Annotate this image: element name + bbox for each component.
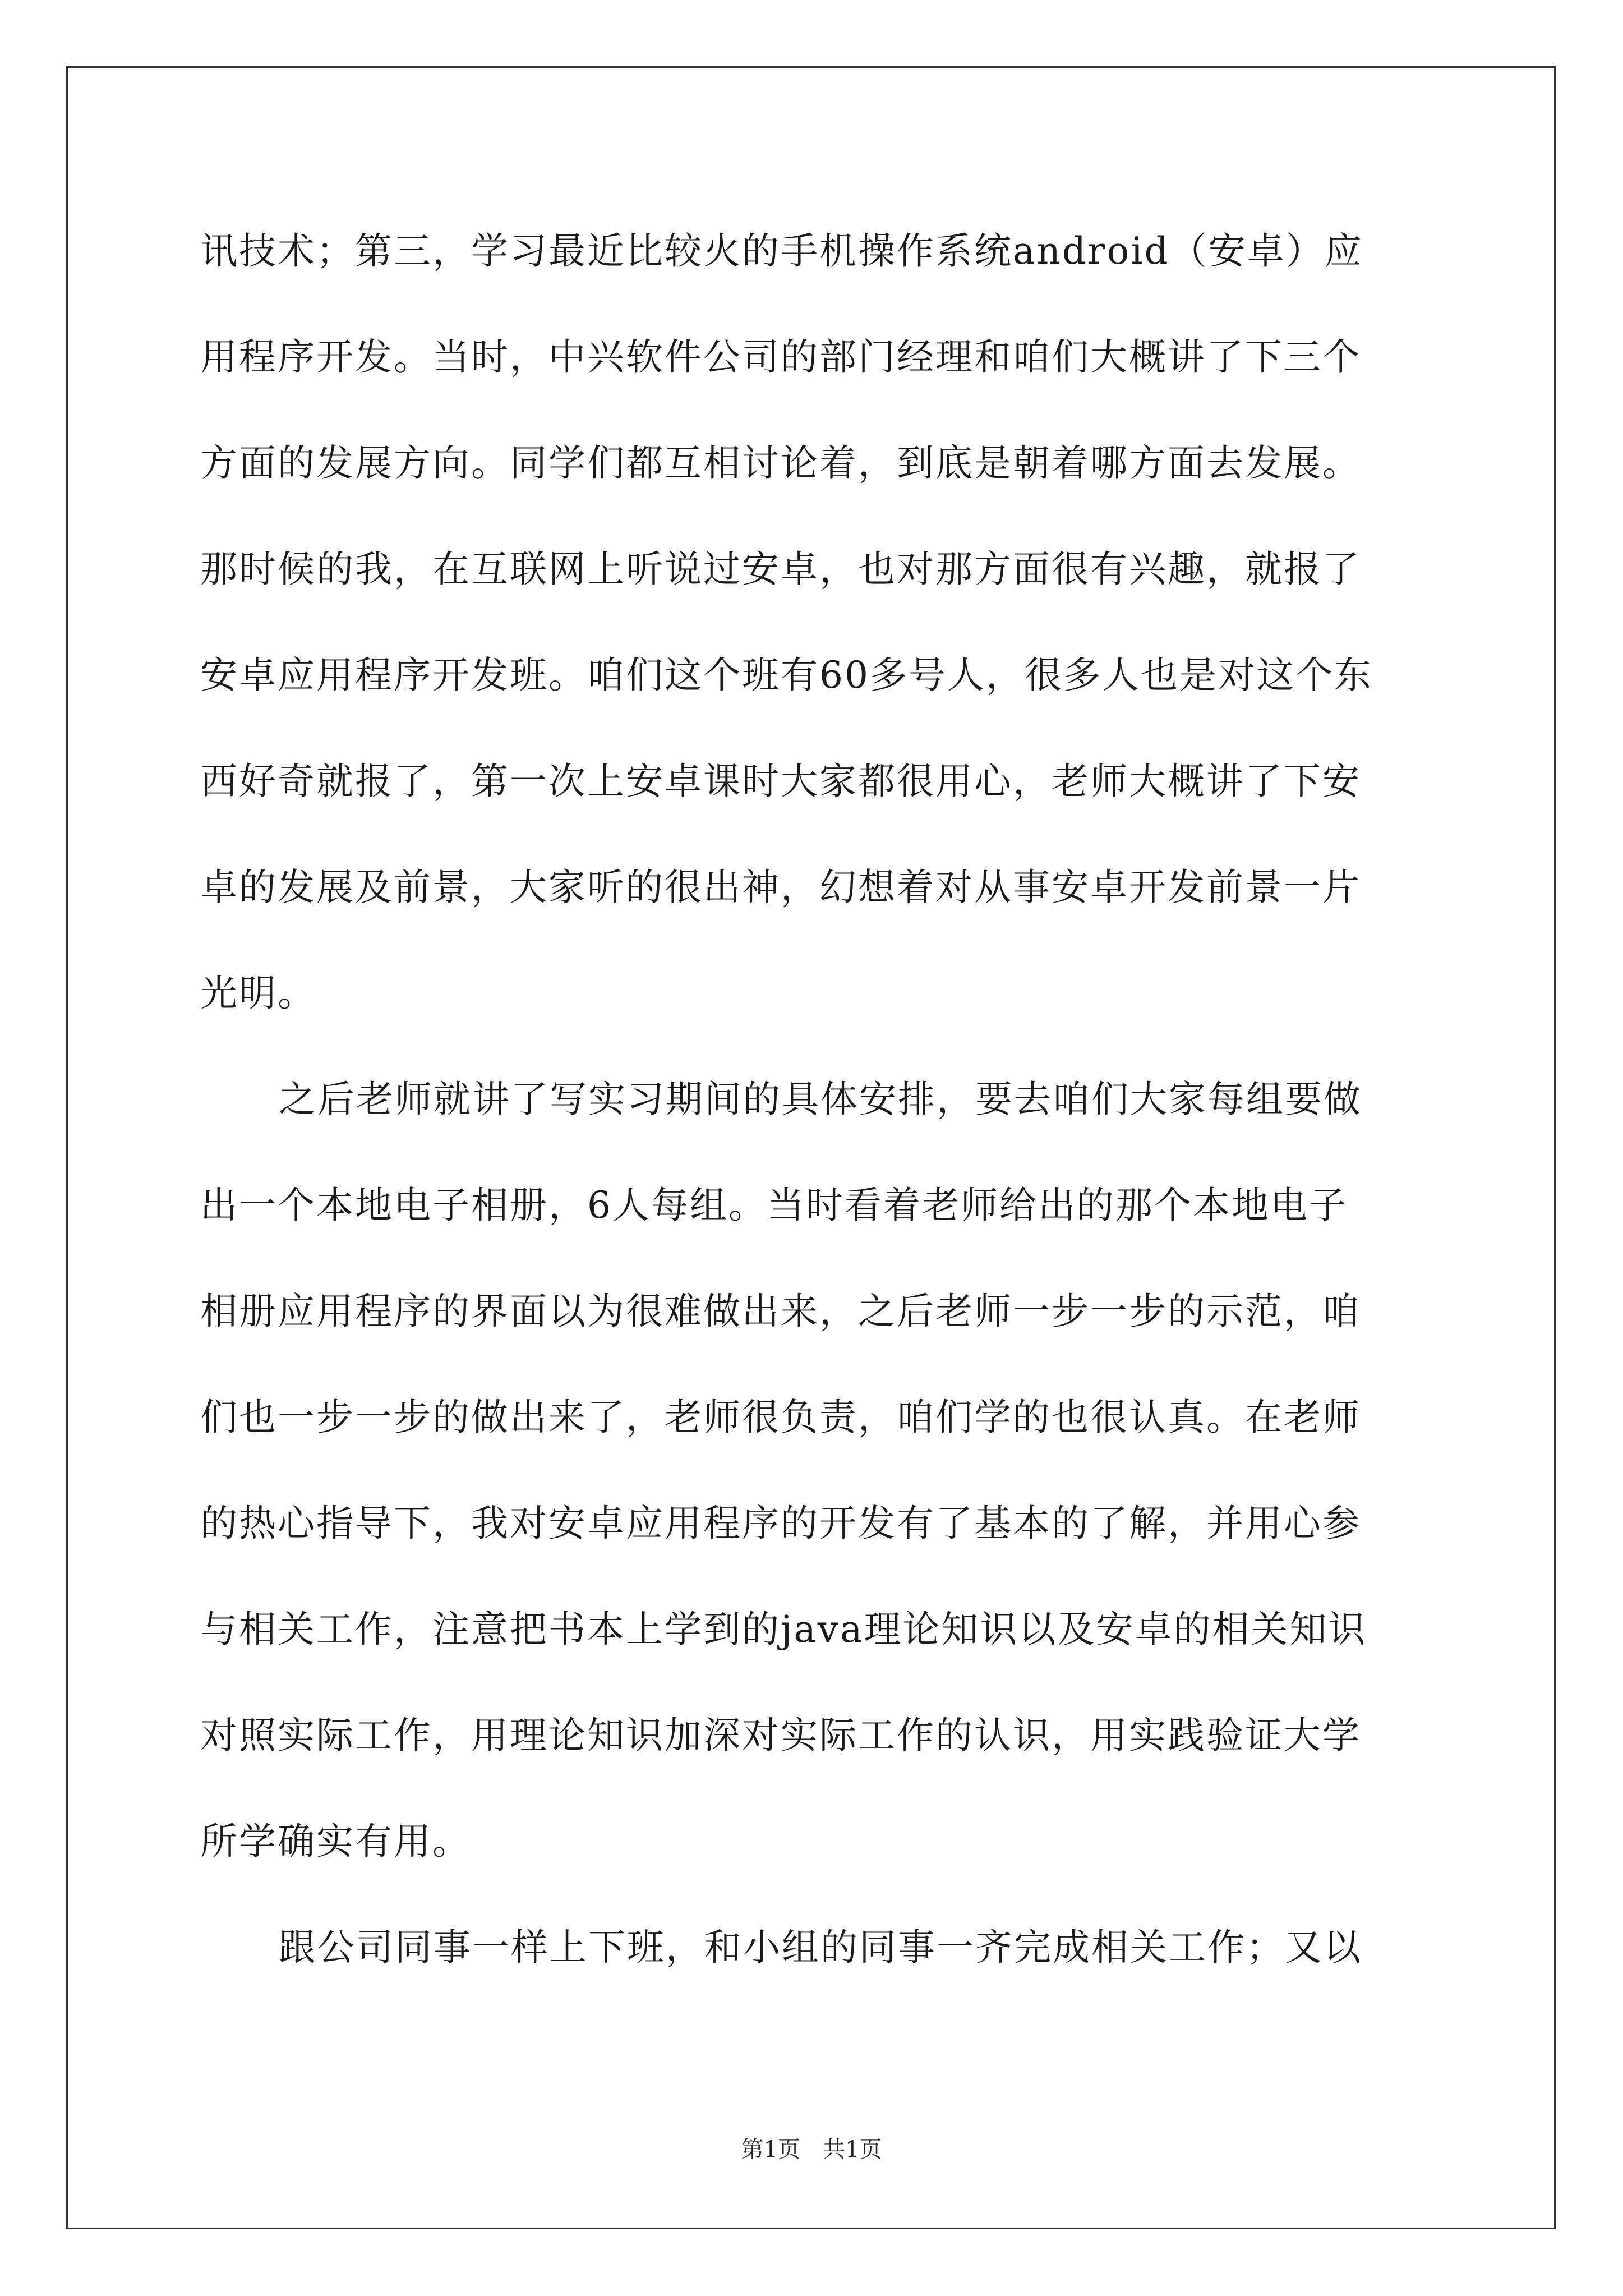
text-line: 们也一步一步的做出来了，老师很负责，咱们学的也很认真。在老师	[200, 1396, 1361, 1439]
text-line: 与相关工作，注意把书本上学到的java理论知识以及安卓的相关知识	[200, 1608, 1367, 1651]
text-line: 用程序开发。当时，中兴软件公司的部门经理和咱们大概讲了下三个	[200, 335, 1361, 379]
text-line: 出一个本地电子相册，6人每组。当时看着老师给出的那个本地电子	[200, 1184, 1348, 1227]
page-number-footer: 第1页 共1页	[741, 2137, 882, 2162]
text-line: 那时候的我，在互联网上听说过安卓，也对那方面很有兴趣，就报了	[200, 547, 1361, 591]
text-line: 西好奇就报了，第一次上安卓课时大家都很用心，老师大概讲了下安	[200, 760, 1361, 803]
text-line: 的热心指导下，我对安卓应用程序的开发有了基本的了解，并用心参	[200, 1502, 1361, 1545]
text-line: 光明。	[200, 972, 316, 1015]
text-line: 相册应用程序的界面以为很难做出来，之后老师一步一步的示范，咱	[200, 1290, 1361, 1333]
text-line: 所学确实有用。	[200, 1820, 471, 1863]
document-body	[200, 223, 1434, 2026]
text-line-paragraph-start: 跟公司同事一样上下班，和小组的同事一齐完成相关工作；又以	[279, 1926, 1362, 1969]
text-line: 安卓应用程序开发班。咱们这个班有60多号人，很多人也是对这个东	[200, 654, 1373, 697]
text-line: 讯技术；第三，学习最近比较火的手机操作系统android（安卓）应	[200, 229, 1363, 273]
text-line-paragraph-start: 之后老师就讲了写实习期间的具体安排，要去咱们大家每组要做	[279, 1078, 1362, 1121]
text-line: 对照实际工作，用理论知识加深对实际工作的认识，用实践验证大学	[200, 1714, 1361, 1757]
text-line: 方面的发展方向。同学们都互相讨论着，到底是朝着哪方面去发展。	[200, 441, 1361, 485]
text-line: 卓的发展及前景，大家听的很出神，幻想着对从事安卓开发前景一片	[200, 866, 1361, 909]
